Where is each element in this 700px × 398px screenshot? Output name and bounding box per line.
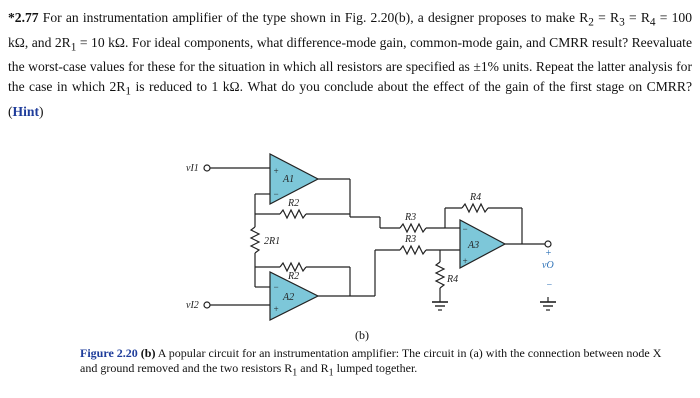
- label-out-plus: +: [545, 248, 552, 259]
- caption-text: A popular circuit for an instrumentation amplifier: The circuit in (a) with the connection between node X and ground removed and the two resistors R: [80, 346, 662, 375]
- a3-plus-sign: +: [462, 256, 469, 266]
- subscript: 1: [292, 367, 298, 379]
- problem-number: *2.77: [8, 10, 39, 25]
- label-r2-top: R2: [288, 198, 300, 209]
- label-r3-top: R3: [405, 212, 417, 223]
- instrumentation-amplifier-circuit: [150, 142, 590, 338]
- vo-terminal: [545, 241, 551, 247]
- problem-text: [8, 8, 692, 122]
- label-vi2: vI2: [186, 300, 199, 311]
- label-r3-bottom: R3: [405, 234, 417, 245]
- caption-text: and R: [297, 361, 329, 375]
- label-2r1: 2R1: [264, 236, 281, 247]
- problem-text-part: = 10 kΩ. For ideal components, what difference-mode gain, common-mode gain, and CMRR result? Reevaluate the worst-case values for these for the situation in which all resistors are specified as ±1% units. Repeat the latter analysis for the case in which 2R: [8, 34, 692, 95]
- a1-minus-sign: −: [273, 189, 280, 199]
- vi2-terminal: [204, 302, 210, 308]
- label-a3: A3: [468, 240, 480, 251]
- a1-plus-sign: +: [273, 166, 280, 176]
- caption-text: lumped together.: [333, 361, 418, 375]
- label-out-minus: −: [546, 280, 553, 291]
- subscript: 2: [588, 16, 594, 29]
- subscript: 3: [619, 16, 625, 29]
- label-a2: A2: [283, 292, 295, 303]
- problem-text-part: ): [38, 104, 44, 120]
- figure-sublabel: (b): [355, 328, 369, 342]
- subscript: 1: [70, 41, 77, 54]
- subscript: 4: [649, 16, 656, 29]
- caption-label: Figure 2.20: [80, 346, 138, 360]
- resistor-r2-top: [280, 210, 306, 218]
- problem-text-part: = R: [624, 10, 650, 25]
- resistor-r3-bottom: [400, 246, 426, 254]
- subscript: 1: [328, 367, 334, 379]
- resistor-r2-bottom: [280, 263, 306, 271]
- resistor-r4-bottom: [436, 262, 444, 288]
- a3-minus-sign: −: [462, 224, 469, 234]
- caption-sub: (b): [137, 346, 156, 360]
- label-vi1: vI1: [186, 163, 199, 174]
- label-r2-bottom: R2: [288, 271, 300, 282]
- problem-text-part: is reduced to 1 kΩ. What do you conclude about the effect of the gain of the first stage on CMRR? (: [8, 79, 692, 120]
- problem-text-part: = 100 kΩ, and 2R: [8, 10, 693, 50]
- label-r4-bottom: R4: [447, 274, 459, 285]
- problem-text-part: = R: [593, 10, 620, 25]
- resistor-r4-top: [462, 204, 488, 212]
- a2-minus-sign: −: [273, 282, 280, 292]
- a2-plus-sign: +: [273, 304, 280, 314]
- resistor-2r1: [251, 227, 259, 253]
- subscript: 1: [125, 86, 132, 99]
- hint-link[interactable]: Hint: [12, 104, 39, 120]
- vi1-terminal: [204, 165, 210, 171]
- resistor-r3-top: [400, 224, 426, 232]
- label-r4-top: R4: [470, 192, 482, 203]
- figure-caption: [80, 346, 680, 380]
- label-a1: A1: [283, 174, 295, 185]
- label-vo: vO: [542, 260, 554, 271]
- problem-text-part: For an instrumentation amplifier of the type shown in Fig. 2.20(b), a designer proposes to make R: [38, 10, 589, 25]
